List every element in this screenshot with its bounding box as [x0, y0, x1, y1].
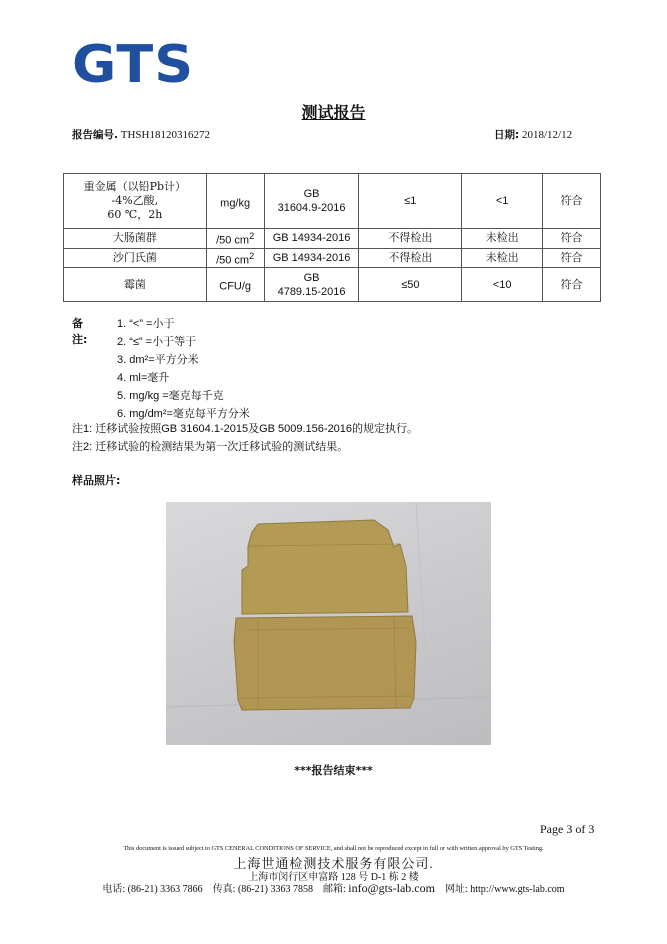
note-item: 6. mg/dm²=毫克每平方分米 — [117, 408, 250, 420]
email-link[interactable]: info@gts-lab.com — [348, 881, 435, 895]
result-cell: <1 — [462, 174, 543, 229]
method-cell: GB 14934-2016 — [264, 229, 359, 249]
method-cell: GB 4789.15-2016 — [264, 268, 359, 302]
test-item-cell: 大肠菌群 — [64, 229, 207, 249]
note-item: 3. dm²=平方分米 — [117, 354, 199, 366]
verdict-cell: 符合 — [543, 248, 601, 268]
limit-cell: ≤1 — [359, 174, 462, 229]
website-link[interactable]: 网址: http://www.gts-lab.com — [444, 884, 565, 895]
sample-photo-label: 样品照片: — [72, 474, 121, 487]
verdict-cell: 符合 — [543, 174, 601, 229]
test-item-cell: 霉菌 — [64, 268, 207, 302]
gts-logo: GTS — [72, 34, 195, 95]
test-item-line: -4%乙酸, — [111, 194, 159, 207]
note-item: 2. “≤” =小于等于 — [117, 336, 197, 348]
unit-cell: /50 $cm^2$ — [206, 229, 264, 249]
contact-line — [0, 880, 667, 896]
test-item-cell: 沙门氏菌 — [64, 248, 207, 268]
method-cell: GB 14934-2016 — [264, 248, 359, 268]
fax-text: 传真: (86-21) 3363 7858 — [212, 884, 313, 895]
report-title: 测试报告 — [301, 103, 366, 122]
footnote-1: 注1: 迁移试验按照GB 31604.1-2015及GB 5009.156-2016的规定执行。 — [72, 423, 419, 435]
table-row — [64, 268, 601, 302]
verdict-cell: 符合 — [543, 268, 601, 302]
page-number: Page 3 of 3 — [540, 822, 595, 836]
unit-cell: mg/kg — [206, 174, 264, 229]
result-cell: 未检出 — [462, 229, 543, 249]
company-address: 上海市闵行区申富路 128 号 D-1 栋 2 楼 — [248, 872, 419, 883]
table-row — [64, 229, 601, 249]
test-item-line: 60 ℃，2h — [107, 208, 163, 221]
note-item: 4. ml=毫升 — [117, 372, 170, 384]
cardboard-sample-image — [166, 502, 491, 745]
email-label: 邮箱: — [322, 884, 349, 895]
report-number — [72, 127, 210, 142]
note-item: 1. “<” =小于 — [117, 318, 175, 330]
company-name: 上海世通检测技术服务有限公司. — [233, 856, 434, 871]
disclaimer-text: This document is issued subject to GTS CENERAL CONDITIONS OF SERVICE, and shall not be reproduced except in full or with written approval by GTS Testing. — [123, 845, 544, 852]
note-item: 5. mg/kg =毫克每千克 — [117, 390, 224, 402]
table-row — [64, 174, 601, 229]
notes-label: 备注: — [72, 317, 88, 346]
phone-text: 电话: (86-21) 3363 7866 — [102, 884, 203, 895]
unit-cell: /50 $cm^2$ — [206, 248, 264, 268]
test-item-cell — [64, 174, 207, 229]
results-table — [63, 173, 601, 302]
verdict-cell: 符合 — [543, 229, 601, 249]
limit-cell: 不得检出 — [359, 248, 462, 268]
footnote-2: 注2: 迁移试验的检测结果为第一次迁移试验的测试结果。 — [72, 441, 349, 453]
limit-cell: ≤50 — [359, 268, 462, 302]
report-end-mark: ***报告结束*** — [294, 764, 373, 777]
report-date — [494, 127, 572, 142]
method-cell: GB 31604.9-2016 — [264, 174, 359, 229]
report-number-label: 报告编号. — [72, 129, 118, 141]
limit-cell: 不得检出 — [359, 229, 462, 249]
test-item-line: 重金属（以铅Pb计） — [83, 180, 187, 193]
report-number-value: THSH18120316272 — [120, 129, 210, 141]
report-date-value: 2018/12/12 — [521, 129, 573, 141]
sample-photo — [166, 502, 491, 745]
table-row — [64, 248, 601, 268]
report-date-label: 日期: — [494, 129, 520, 141]
result-cell: <10 — [462, 268, 543, 302]
result-cell: 未检出 — [462, 248, 543, 268]
unit-cell: CFU/g — [206, 268, 264, 302]
